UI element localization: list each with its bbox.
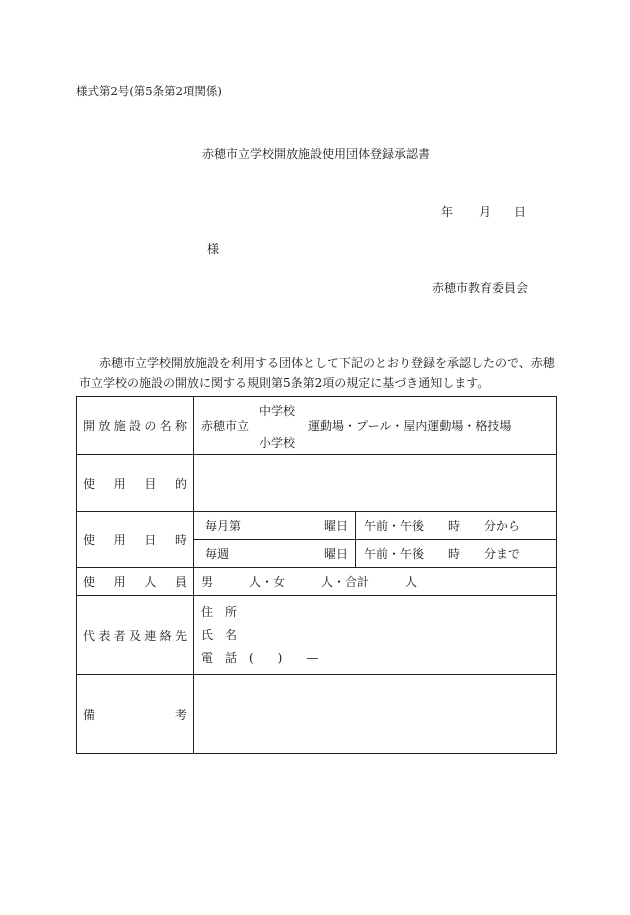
datetime-monthly-cell[interactable] (194, 512, 356, 540)
datetime-label: 使 用 日 時 (83, 533, 187, 547)
facility-city: 赤穂市立 (201, 419, 250, 433)
facility-value-cell (194, 397, 557, 455)
body-text-line-2: 市立学校の施設の開放に関する規則第5条第2項の規定に基づき通知します。 (79, 376, 490, 390)
users-label-cell (77, 568, 194, 596)
purpose-label: 使 用 目 的 (83, 476, 187, 491)
remarks-label-cell (77, 675, 194, 754)
users-value: 男 人・女 人・合計 人 (201, 575, 418, 589)
registration-table (76, 396, 557, 754)
facility-types: 運動場・プール・屋内運動場・格技場 (308, 419, 512, 433)
remarks-label: 備 考 (83, 707, 187, 722)
addressee-suffix: 様 (207, 242, 220, 256)
datetime-row-1 (77, 512, 557, 540)
remarks-value-cell[interactable] (194, 675, 557, 754)
contact-phone: 電 話 ( ) — (201, 651, 319, 665)
users-value-cell[interactable] (194, 568, 557, 596)
monthly-weekday: 曜日 (324, 519, 349, 533)
datetime-label-cell (77, 512, 194, 568)
purpose-row (77, 455, 557, 512)
issuer-name: 赤穂市教育委員会 (432, 281, 529, 295)
users-label: 使 用 人 員 (83, 575, 187, 589)
facility-school-lower: 小学校 (259, 436, 296, 450)
facility-label-cell (77, 397, 194, 455)
monthly-prefix: 毎月第 (205, 519, 242, 533)
time-from: 午前・午後 時 分から (364, 519, 521, 533)
date-year: 年 (441, 205, 454, 219)
facility-row (77, 397, 557, 455)
document-title: 赤穂市立学校開放施設使用団体登録承認書 (202, 147, 431, 161)
time-to: 午前・午後 時 分まで (364, 547, 521, 561)
date-day: 日 (514, 205, 527, 219)
contact-value-cell[interactable] (194, 596, 557, 675)
weekly-weekday: 曜日 (324, 547, 349, 561)
datetime-to-cell[interactable] (356, 540, 557, 568)
contact-row (77, 596, 557, 675)
datetime-weekly-cell[interactable] (194, 540, 356, 568)
body-text-line-1: 赤穂市立学校開放施設を利用する団体として下記のとおり登録を承認したので、赤穂 (99, 356, 555, 370)
contact-label: 代 表 者 及 連 絡 先 (83, 628, 187, 643)
datetime-from-cell[interactable] (356, 512, 557, 540)
date-month: 月 (479, 205, 492, 219)
facility-school-upper: 中学校 (259, 404, 296, 418)
purpose-label-cell (77, 455, 194, 512)
form-number: 様式第2号(第5条第2項関係) (76, 84, 222, 98)
weekly-prefix: 毎週 (205, 547, 230, 561)
users-row (77, 568, 557, 596)
purpose-value-cell[interactable] (194, 455, 557, 512)
facility-label: 開 放 施 設 の 名 称 (83, 419, 187, 433)
contact-label-cell (77, 596, 194, 675)
contact-address: 住 所 (201, 605, 238, 619)
contact-name: 氏 名 (201, 628, 238, 642)
remarks-row (77, 675, 557, 754)
